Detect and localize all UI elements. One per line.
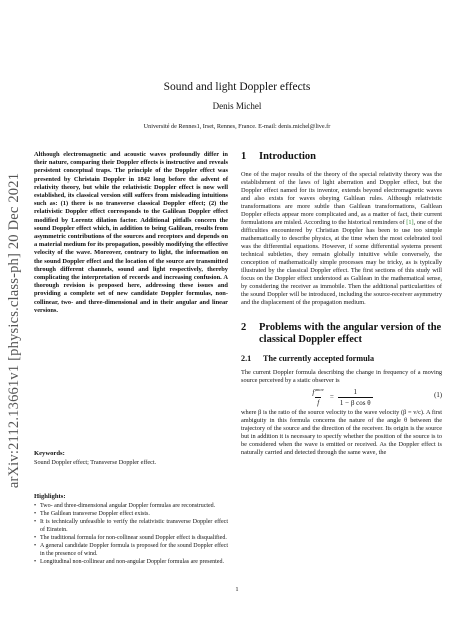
paper-author: Denis Michel: [212, 101, 262, 111]
lhs-denominator-symbol: f: [317, 399, 320, 408]
paper-title: Sound and light Doppler effects: [163, 81, 311, 93]
bullet-icon: •: [34, 519, 37, 526]
list-item: [34, 535, 228, 543]
highlight-text: Two- and three-dimensional angular Doppler formulas are reconstructed.: [40, 503, 216, 509]
subsection-title: The currently accepted formula: [263, 354, 375, 363]
page-number: 1: [235, 586, 239, 593]
section-number: 1: [241, 151, 247, 162]
lhs-superscript: mov: [315, 386, 324, 392]
introduction-text: [241, 171, 442, 307]
equation-rhs: [338, 388, 373, 407]
subsection-heading: [241, 354, 442, 363]
equals-sign: =: [329, 393, 334, 401]
citation-link[interactable]: [1]: [406, 219, 414, 226]
equation-number: (1): [434, 392, 442, 399]
lhs-symbol: f′: [312, 388, 316, 397]
list-item: [34, 543, 228, 558]
equation-rhs-numerator: 1: [353, 387, 357, 396]
arxiv-stamp: [4, 150, 26, 510]
bullet-icon: •: [34, 511, 37, 518]
list-item: [34, 559, 228, 567]
bullet-icon: •: [34, 559, 37, 566]
equation: [241, 385, 442, 409]
equation-rhs-denominator: 1 − β cos θ: [339, 398, 371, 407]
keywords-heading: Keywords:: [34, 450, 65, 457]
equation-lhs-denominator: [315, 397, 321, 407]
subsection-number: 2.1: [241, 354, 252, 363]
right-column: [241, 151, 442, 457]
keywords-text: Sound Doppler effect; Transverse Doppler effect.: [34, 459, 157, 466]
section-heading: [241, 322, 442, 346]
highlights-list: [34, 503, 228, 567]
section-heading: [241, 151, 442, 163]
left-column: [34, 151, 228, 566]
section-title: Problems with the angular version of the classical Doppler effect: [259, 322, 442, 345]
bullet-icon: •: [34, 543, 37, 550]
highlight-text: It is technically unfeasible to verify the relativistic transverse Doppler effect of Einstein.: [40, 519, 228, 533]
intro-text-part1: One of the major results of the theory of the special relativity theory was the establishment of the laws of light aberration and Doppler effect, but the Doppler effect named for its inventor, extends beyond electromagnetic waves and also exists for waves obeying Galilean rules. Although relativistic transformations are more subtle than Galilean transformations, Galilean Doppler effects appear more complicated and, as a matter of fact, their current formulations are misled. According to the historical reminders of: [241, 171, 442, 226]
bullet-icon: •: [34, 503, 37, 509]
equation-lhs: [310, 387, 326, 407]
intro-text-part2: , one of the difficulties encountered by Christian Doppler has been to use too simple mathematically to describe physics, at the time when the most celebrated tool was the differential equations. However, if some differential systems present technical subtleties, they remain globally intuitive while conversely, the conception of mathematically simple processes may be tricky, as is typically illustrated by the classical Doppler effect. The first sections of this study will focus on the Doppler effect understood as Galilean in the mathematical sense, by considering the receiver as immobile. Then the additional particularities of the sound Doppler will be introduced, including the source-receiver asymmetry and the displacement of the propagation medium.: [241, 219, 442, 306]
highlight-text: The traditional formula for non-collinear sound Doppler effect is disqualified.: [40, 535, 227, 542]
arxiv-stamp-text: arXiv:2112.13661v1 [physics.class-ph] 20 Dec 2021: [6, 172, 23, 488]
subsection-text: The current Doppler formula describing the change in frequency of a moving source perceived by a static observer is: [241, 369, 442, 384]
section-title: Introduction: [259, 151, 316, 162]
highlights-heading: Highlights:: [34, 493, 66, 500]
equation-lhs-numerator: [310, 387, 326, 397]
highlight-text: Longitudinal non-collinear and non-angular Doppler formulas are presented.: [40, 559, 224, 566]
post-equation-text: where β is the ratio of the source velocity to the wave velocity (β = v/c). A first ambiguity in this formula concerns the nature of the angle θ between the trajectory of the source and the direction of the receiver. Its origin is the source but in addition it is necessary to specify whether the position of the source is to be considered when the wave is emitted or received. As the Doppler effect is naturally carried and detected through the same wave, the: [241, 409, 442, 456]
list-item: [34, 503, 228, 511]
list-item: [34, 511, 228, 519]
abstract: Although electromagnetic and acoustic waves profoundly differ in their nature, comparing their Doppler effects is instructive and reveals persistent conceptual traps. The principle of the Doppler effect was presented by Christain Doppler in 1842 long before the advent of relativity theory, but while the relativistic Doppler effect is now well established, its classical version still suffers from misleading intuitions such as: (1) there is no transverse classical Doppler effect; (2) the relativistic Doppler effect corresponds to the Galilean Doppler effect modified by Lorentz dilation factor. Additional pitfalls concern the sound Doppler effect which, in addition to being Galilean, results from asymmetric contributions of the sources and receptors and depends on a material medium for its propagation, possibly modifying the effective velocity of the wave. Moreover, contrary to light, the information on the sound Doppler effect and the location of the source are transmitted through different channels, sound and light respectively, thereby complicating the interpretation of records and increasing confusion. A thorough revision is proposed here, addressing these issues and providing a complete set of new candidate Doppler formulas, non-collinear, two- and three-dimensional and in their angular and linear versions.: [34, 151, 228, 314]
section-number: 2: [241, 322, 247, 333]
highlight-text: A general candidate Doppler formula is proposed for the sound Doppler effect in the presence of wind.: [40, 543, 228, 557]
bullet-icon: •: [34, 535, 37, 542]
highlight-text: The Galilean transverse Doppler effect exists.: [40, 511, 150, 518]
author-affiliation: Université de Rennes1, Irset, Rennes, France. E-mail: denis.michel@live.fr: [143, 123, 331, 130]
list-item: [34, 519, 228, 534]
